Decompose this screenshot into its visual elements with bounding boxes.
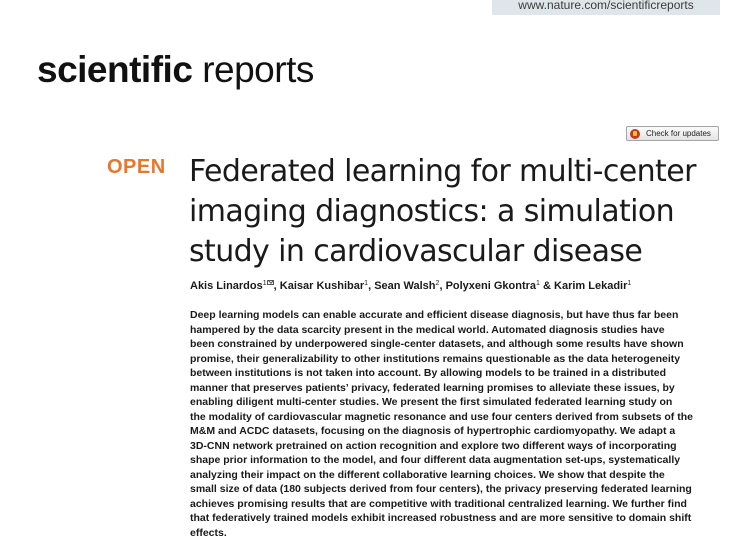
abstract-line: Deep learning models can enable accurate and efficient disease diagnosis, but have thus far been <box>190 309 679 321</box>
journal-logo[interactable] <box>37 49 314 91</box>
author-name[interactable]: Karim Lekadir <box>554 280 628 292</box>
author-separator: , <box>368 280 375 292</box>
author-name[interactable]: Polyxeni Gkontra <box>445 280 537 292</box>
logo-reports: reports <box>202 49 314 90</box>
abstract-line: achieves promising results that are competitive with traditional centralized learning. We further find <box>190 497 687 510</box>
author-affiliation: 1 <box>262 280 267 287</box>
author-name[interactable]: Kaisar Kushibar <box>279 280 365 292</box>
abstract-line: effects. <box>190 526 227 539</box>
abstract-line: small size of data (180 subjects derived from four centers), the privacy preserving federated learning <box>190 483 692 495</box>
author-name[interactable]: Akis Linardos <box>190 280 263 292</box>
abstract-line: the modality of cardiovascular magnetic resonance and use four centers derived from subsets of the <box>190 410 693 423</box>
author-affiliation: 1 <box>364 280 369 287</box>
abstract-line: that federatively trained models exhibit increased robustness and are more sensitive to domain shift <box>190 512 692 524</box>
abstract-line: manner that preserves patients’ privacy, federated learning promises to alleviate these issues, by <box>190 381 675 394</box>
author-name[interactable]: Sean Walsh <box>374 280 436 292</box>
check-for-updates-button[interactable] <box>626 126 719 141</box>
author-affiliation: 2 <box>435 280 440 287</box>
abstract-line: analyzing their impact on the different collaborative learning choices. We show that despite the <box>190 468 665 481</box>
envelope-icon[interactable] <box>267 280 274 285</box>
author-affiliation: 1 <box>536 280 540 287</box>
abstract-line: promise, their generalizability to other institutions remains questionable as the data heterogeneity <box>190 352 681 365</box>
author-separator: & <box>539 280 555 292</box>
check-for-updates-label: Check for updates <box>646 129 711 138</box>
author-separator: , <box>439 280 446 292</box>
abstract <box>190 308 720 540</box>
author-list <box>190 280 631 292</box>
abstract-line: been constrained by underpowered single-center datasets, and although some results have shown <box>190 338 684 350</box>
author-affiliation: 1 <box>627 280 632 287</box>
abstract-line: between institutions is not taken into account. By allowing models to be trained in a distributed <box>190 367 667 379</box>
abstract-line: M&M and ACDC datasets, focusing on the diagnosis of hypertrophic cardiomyopathy. We adapt a <box>190 425 676 437</box>
article-title: Federated learning for multi-center imaging diagnostics: a simulation study in cardiovascular disease <box>189 154 696 269</box>
author-separator: , <box>273 280 280 292</box>
abstract-line: enabling diligent multi-center studies. We present the first simulated federated learning study on <box>190 396 673 408</box>
abstract-line: 3D-CNN network pretrained on action recognition and explore two different ways of incorporating <box>190 439 677 452</box>
abstract-line: hampered by the data scarcity present in the medical world. Automated diagnosis studies have <box>190 323 665 336</box>
logo-scientific: scientific <box>37 49 193 90</box>
crossmark-icon <box>630 129 640 139</box>
abstract-line: shape prior information to the model, and four different data augmentation set-ups, systematically <box>190 454 681 466</box>
open-access-label: OPEN <box>107 156 166 178</box>
journal-url-banner[interactable]: www.nature.com/scientificreports <box>492 0 720 15</box>
